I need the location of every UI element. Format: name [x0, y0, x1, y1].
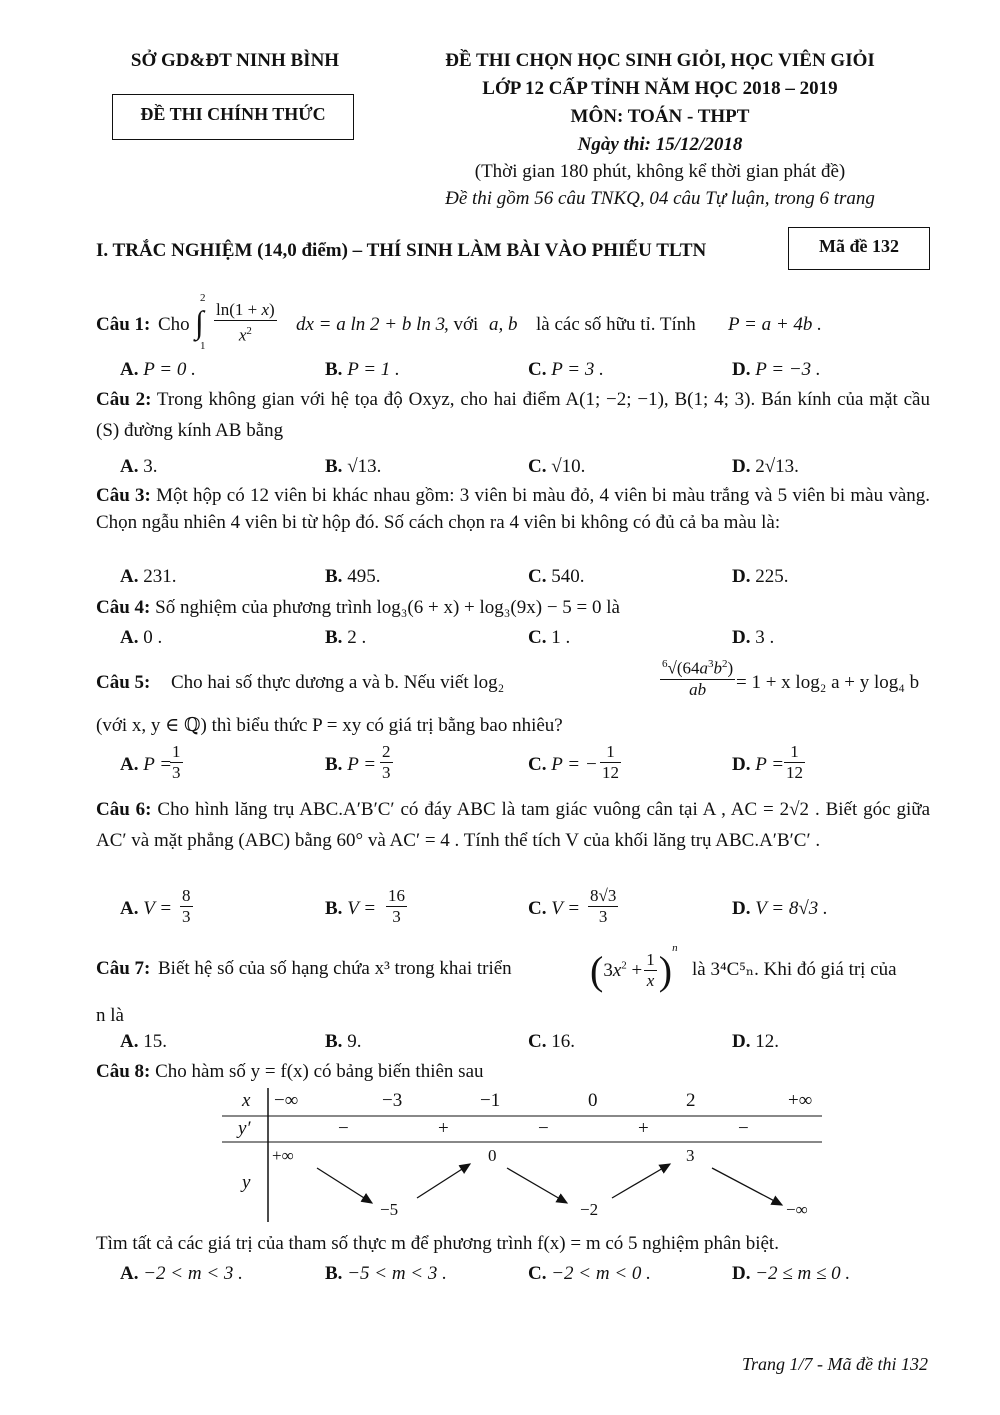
question-6-options: A. V = $\frac{8}{3}$ B. V = $\frac{16}{3}$ C. V = $\frac{8√3}{3}$ D. V = 8√3 .	[120, 886, 828, 926]
exam-structure: Đề thi gồm 56 câu TNKQ, 04 câu Tự luận, trong 6 trang	[445, 188, 875, 209]
option-b: B. −5 < m < 3 .	[325, 1263, 447, 1284]
question-3: Câu 3: Một hộp có 12 viên bi khác nhau gồm: 3 viên bi màu đỏ, 4 viên bi màu trắng và 5 viên bi màu vàng. Chọn ngẫu nhiên 4 viên bi từ hộp đó. Số cách chọn ra 4 viên bi không có đủ cả ba màu là:	[96, 485, 931, 533]
page-footer: Trang 1/7 - Mã đề thi 132	[741, 1354, 928, 1374]
y-top-value: 3	[686, 1146, 695, 1165]
option-c: C. 1 .	[528, 627, 571, 648]
question-8-prompt: Tìm tất cả các giá trị của tham số thực m để phương trình f(x) = m có 5 nghiệm phân biệt.	[96, 1233, 779, 1254]
exam-date: Ngày thi: 15/12/2018	[577, 134, 743, 155]
question-6: Câu 6: Cho hình lăng trụ ABC.A′B′C′ có đáy ABC là tam giác vuông cân tại A , AC = 2√2 . Biết góc giữa AC′ và mặt phẳng (ABC) bằng 60° và AC′ = 4 . Tính thể tích V của khối lăng trụ ABC.A′B′C′ .	[96, 799, 930, 851]
sign: +	[638, 1118, 649, 1139]
option-a: A. P = 0 .	[120, 359, 196, 380]
sign: −	[738, 1118, 749, 1139]
option-c: C. √10.	[528, 456, 586, 477]
y-top-value: +∞	[272, 1146, 294, 1165]
sign: −	[338, 1118, 349, 1139]
exam-code: Mã đề 132	[819, 236, 899, 256]
question-8-options	[120, 1263, 940, 1287]
x-value: −1	[480, 1090, 501, 1111]
option-b: B. P =	[325, 754, 377, 775]
question-7-line2: n là	[96, 1005, 124, 1026]
x-value: −∞	[274, 1090, 299, 1111]
option-a: A. V =	[120, 898, 173, 919]
x-value: +∞	[788, 1090, 813, 1111]
arrow-down-2	[507, 1168, 567, 1203]
option-d: D. 2√13.	[732, 456, 799, 477]
option-d: D. P = −3 .	[732, 359, 821, 380]
question-1: Câu 1: Cho 2 ∫ 1 $\frac{\ln(1 + x)}{x^2}$ dx = a ln 2 + b ln 3 , với a, b là các số hữu tỉ. Tính P = a + 4b .	[96, 292, 822, 352]
x-value: 2	[686, 1090, 696, 1111]
question-2: Câu 2: Trong không gian với hệ tọa độ Oxyz, cho hai điểm A(1; −2; −1), B(1; 4; 3). Bán kính của mặt cầu (S) đường kính AB bằng	[96, 389, 930, 441]
option-b: B. √13.	[325, 456, 382, 477]
department-name: SỞ GD&ĐT NINH BÌNH	[130, 50, 340, 71]
x-value: −3	[382, 1090, 403, 1111]
option-b: B. V =	[325, 898, 377, 919]
option-a: A. 15.	[120, 1031, 167, 1052]
x-value: 0	[588, 1090, 598, 1111]
integrand-fraction: $\frac{\ln(1 + x)}{x^2}$	[216, 300, 275, 345]
question-5-line2: (với x, y ∈ ℚ) thì biểu thức P = xy có giá trị bằng bao nhiêu?	[96, 715, 563, 736]
official-exam-label: ĐỀ THI CHÍNH THỨC	[140, 104, 326, 124]
option-a: A. P =	[120, 754, 173, 775]
question-7: Câu 7: Biết hệ số của số hạng chứa x³ trong khai triển ($3x^2$ + $\frac{1}{x}$ )$^n$ là 3⁴C⁵ₙ. Khi đó giá trị của	[96, 942, 897, 994]
sign: +	[438, 1118, 449, 1139]
question-4-options	[120, 627, 940, 651]
section-title: I. TRẮC NGHIỆM (14,0 điểm) – THÍ SINH LÀM BÀI VÀO PHIẾU TLTN	[96, 240, 707, 261]
arrow-down-3	[712, 1168, 782, 1205]
option-d: D. 3 .	[732, 627, 775, 648]
question-text: Cho	[158, 314, 190, 335]
question-5: Câu 5: Cho hai số thực dương a và b. Nếu viết log₂ $\frac{^6√(64a^3b^2)}{ab}$ = 1 + x log₂ a + y log₄ b	[96, 654, 930, 714]
variation-table	[222, 1088, 822, 1222]
option-b: B. P = 1 .	[325, 359, 400, 380]
integral-sign: ∫	[195, 304, 204, 340]
option-b: B. 9.	[325, 1031, 362, 1052]
option-a: A. 0 .	[120, 627, 163, 648]
log-argument-fraction: $\frac{^6√(64a^3b^2)}{ab}$	[658, 654, 737, 700]
option-b: B. 495.	[325, 566, 381, 587]
exam-subject: MÔN: TOÁN - THPT	[570, 106, 750, 127]
option-a: A. 231.	[120, 566, 177, 587]
arrow-up-2	[612, 1164, 670, 1198]
option-d: D. −2 ≤ m ≤ 0 .	[732, 1263, 851, 1284]
question-3-options	[120, 566, 940, 590]
y-bottom-value: −∞	[786, 1200, 808, 1219]
option-a: A. 3.	[120, 456, 158, 477]
question-7-options	[120, 1031, 940, 1055]
integral-lower-bound: 1	[200, 340, 206, 352]
option-d: D. 12.	[732, 1031, 779, 1052]
option-c: C. P = −	[528, 754, 598, 775]
option-d: D. P =	[732, 754, 785, 775]
option-c: C. −2 < m < 0 .	[528, 1263, 651, 1284]
variation-table-lines	[222, 1088, 822, 1222]
option-d: D. 225.	[732, 566, 789, 587]
arrow-down-1	[317, 1168, 372, 1203]
integral-result: dx = a ln 2 + b ln 3	[296, 314, 446, 335]
option-c: C. 540.	[528, 566, 585, 587]
row-yprime-label: y′	[238, 1118, 251, 1139]
question-5-options: A. P = $\frac{1}{3}$ B. P = $\frac{2}{3}$ C. P = − $\frac{1}{12}$ D. P = $\frac{1}{12}$	[120, 742, 803, 782]
option-d: D. V = 8√3 .	[732, 898, 828, 919]
question-4: Câu 4: Số nghiệm của phương trình log₃(6 + x) + log₃(9x) − 5 = 0 là	[96, 597, 620, 618]
y-bottom-value: −2	[580, 1200, 599, 1219]
option-b: B. 2 .	[325, 627, 367, 648]
question-label: Câu 1:	[96, 314, 151, 335]
row-y-label: y	[242, 1172, 251, 1193]
question-8: Câu 8: Cho hàm số y = f(x) có bảng biến thiên sau	[96, 1061, 484, 1082]
arrow-up-1	[417, 1164, 470, 1198]
option-c: C. P = 3 .	[528, 359, 604, 380]
option-c: C. V =	[528, 898, 581, 919]
sign: −	[538, 1118, 549, 1139]
y-bottom-value: −5	[380, 1200, 399, 1219]
exam-duration: (Thời gian 180 phút, không kể thời gian phát đề)	[474, 161, 846, 182]
option-a: A. −2 < m < 3 .	[120, 1263, 243, 1284]
binomial-expression: ($3x^2$ + $\frac{1}{x}$ )$^n$	[590, 942, 678, 994]
question-2-options	[120, 456, 940, 480]
question-1-options	[120, 359, 940, 383]
exam-title: ĐỀ THI CHỌN HỌC SINH GIỎI, HỌC VIÊN GIỎI	[445, 50, 875, 71]
y-top-value: 0	[488, 1146, 497, 1165]
exam-grade-year: LỚP 12 CẤP TỈNH NĂM HỌC 2018 – 2019	[482, 78, 838, 99]
row-x-label: x	[242, 1090, 251, 1111]
integral-upper-bound: 2	[200, 292, 206, 304]
option-c: C. 16.	[528, 1031, 575, 1052]
